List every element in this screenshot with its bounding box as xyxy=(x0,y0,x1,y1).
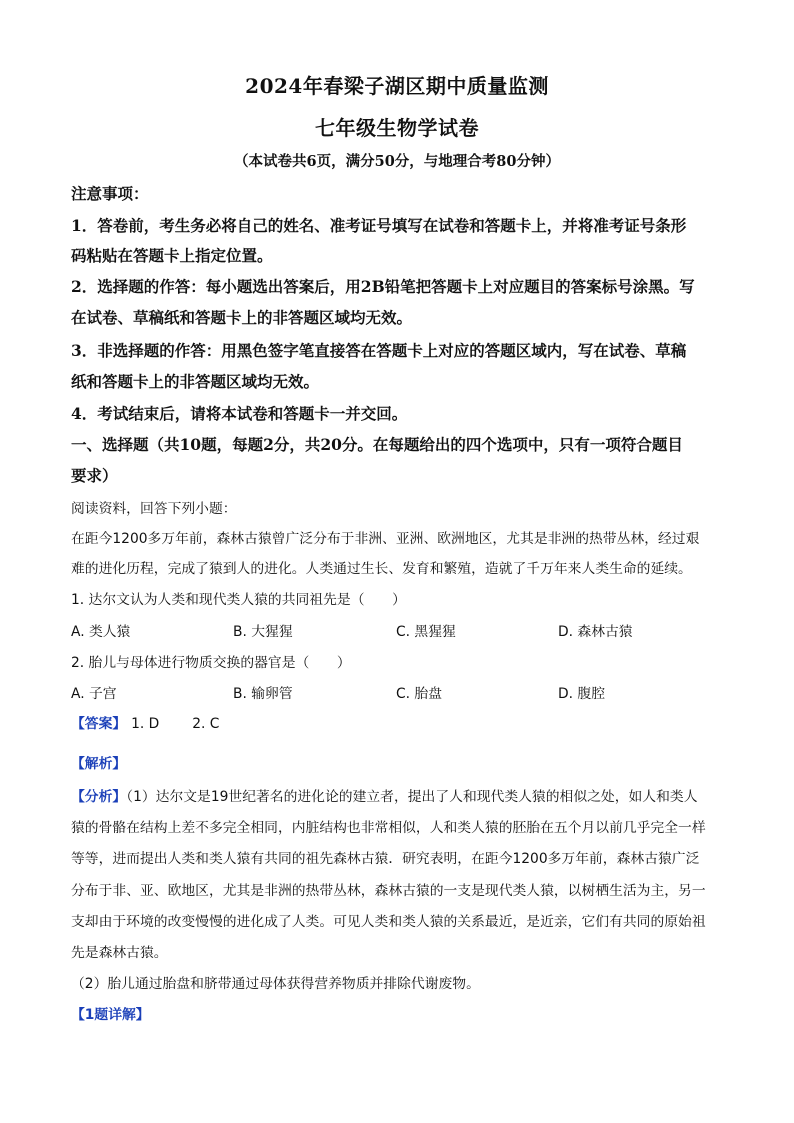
reading-passage-line-2: 难的进化历程，完成了猿到人的进化。人类通过生长、发育和繁殖，造就了千万年来人类生命的延续。 xyxy=(71,561,692,577)
instruction-item-1-line-2: 码粘贴在答题卡上指定位置。 xyxy=(71,246,273,265)
fenxi-label: 【分析】 xyxy=(71,789,127,805)
exam-title-line1: 2024年春梁子湖区期中质量监测 xyxy=(245,74,549,98)
answer-row xyxy=(71,712,219,732)
analysis-label-row xyxy=(71,752,126,772)
detail-1-label: 【1题详解】 xyxy=(71,1007,150,1023)
instruction-item-2-line-1: 2．选择题的作答：每小题选出答案后，用2B铅笔把答题卡上对应题目的答案标号涂黑。写 xyxy=(71,277,695,296)
detail-1-label-row xyxy=(71,1003,150,1023)
section-1-heading-line-1: 一、选择题（共10题，每题2分，共20分。在每题给出的四个选项中，只有一项符合题目 xyxy=(71,435,683,454)
exam-note: （本试卷共6页，满分50分，与地理合考80分钟） xyxy=(234,153,560,170)
question-2-option-c: C. 胎盘 xyxy=(396,686,442,702)
section-1-heading-line-2: 要求） xyxy=(71,466,118,485)
instructions-heading: 注意事项： xyxy=(71,184,149,203)
question-2-option-a: A. 子宫 xyxy=(71,686,117,702)
analysis-p1-line-1-text: （1）达尔文是19世纪著名的进化论的建立者，提出了人和现代类人猿的相似之处，如人和类人 xyxy=(126,789,698,805)
exam-title-line2: 七年级生物学试卷 xyxy=(315,116,479,140)
analysis-paragraph-1-line-2: 猿的骨骼在结构上差不多完全相同，内脏结构也非常相似，人和类人猿的胚胎在五个月以前几乎完全一样 xyxy=(71,820,706,836)
analysis-paragraph-1-line-3: 等等，进而提出人类和类人猿有共同的祖先森林古猿．研究表明，在距今1200多万年前，森林古猿广泛 xyxy=(71,851,700,867)
analysis-paragraph-1-line-6: 先是森林古猿。 xyxy=(71,945,168,961)
reading-intro: 阅读资料，回答下列小题： xyxy=(71,501,237,517)
analysis-paragraph-1-line-4: 分布于非、亚、欧地区，尤其是非洲的热带丛林，森林古猿的一支是现代类人猿，以树栖生活为主，另一 xyxy=(71,883,706,899)
analysis-paragraph-1-line-5: 支却由于环境的改变慢慢的进化成了人类。可见人类和类人猿的关系最近，是近亲，它们有共同的原始祖 xyxy=(71,914,706,930)
question-1-option-d: D. 森林古猿 xyxy=(558,624,633,640)
answer-1: 1. D xyxy=(131,716,160,732)
instruction-item-3-line-1: 3．非选择题的作答：用黑色签字笔直接答在答题卡上对应的答题区域内，写在试卷、草稿 xyxy=(71,341,687,360)
question-2-option-b: B. 输卵管 xyxy=(233,686,293,702)
analysis-paragraph-2: （2）胎儿通过胎盘和脐带通过母体获得营养物质并排除代谢废物。 xyxy=(71,976,480,992)
answer-label: 【答案】 xyxy=(71,716,127,732)
instruction-item-4: 4．考试结束后，请将本试卷和答题卡一并交回。 xyxy=(71,404,408,423)
question-1-option-c: C. 黑猩猩 xyxy=(396,624,456,640)
answer-2: 2. C xyxy=(192,716,220,732)
question-2-option-d: D. 腹腔 xyxy=(558,686,605,702)
analysis-paragraph-1-line-1 xyxy=(71,785,698,805)
instruction-item-2-line-2: 在试卷、草稿纸和答题卡上的非答题区域均无效。 xyxy=(71,308,413,327)
question-1-option-a: A. 类人猿 xyxy=(71,624,131,640)
instruction-item-3-line-2: 纸和答题卡上的非答题区域均无效。 xyxy=(71,372,320,391)
instruction-item-1-line-1: 1．答卷前，考生务必将自己的姓名、准考证号填写在试卷和答题卡上，并将准考证号条形 xyxy=(71,216,687,235)
question-1-option-b: B. 大猩猩 xyxy=(233,624,293,640)
question-1-stem: 1. 达尔文认为人类和现代类人猿的共同祖先是（ ） xyxy=(71,592,406,608)
question-2-stem: 2. 胎儿与母体进行物质交换的器官是（ ） xyxy=(71,655,351,671)
analysis-label: 【解析】 xyxy=(71,756,127,772)
reading-passage-line-1: 在距今1200多万年前，森林古猿曾广泛分布于非洲、亚洲、欧洲地区，尤其是非洲的热带丛林，经过艰 xyxy=(71,531,700,547)
